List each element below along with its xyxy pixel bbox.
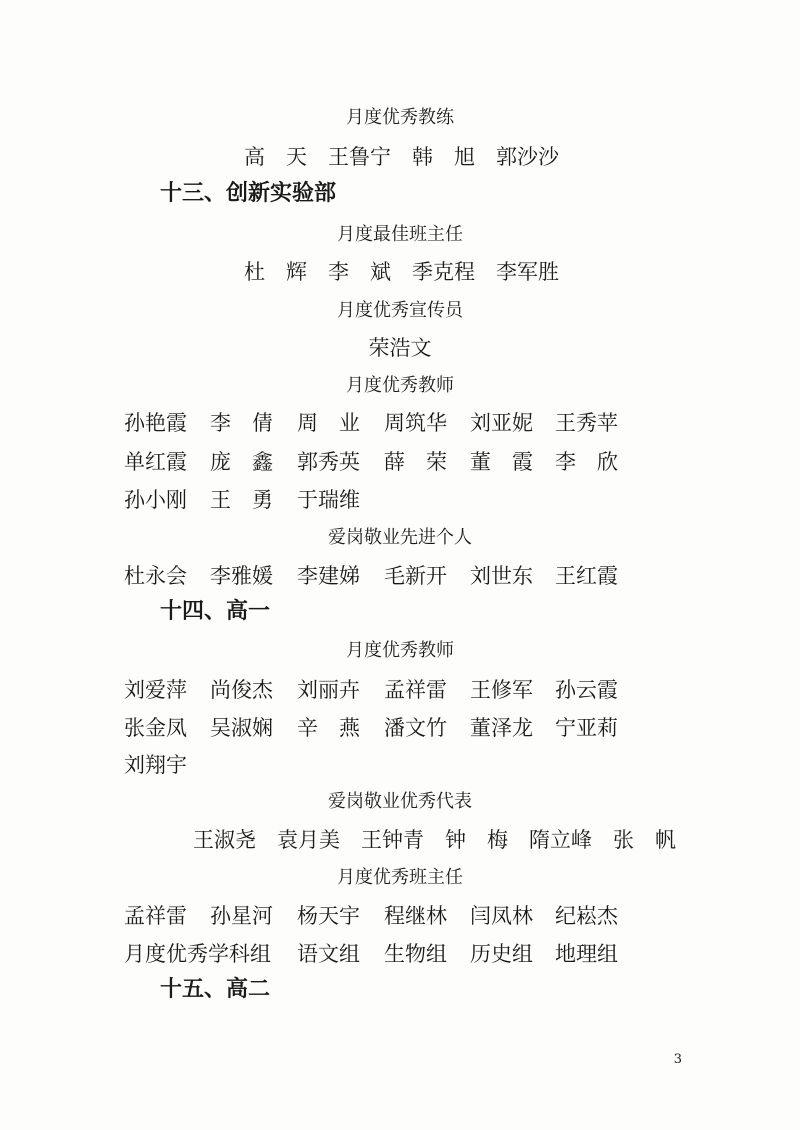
name-cell: 毛新开: [384, 564, 447, 588]
section-13-heading: 十三、创新实验部: [160, 181, 337, 206]
coach-award-title: 月度优秀教练: [346, 107, 454, 128]
name-cell: 孙艳霞: [124, 411, 187, 435]
name-cell: 王红霞: [555, 564, 618, 588]
sec14-head-teacher-title: 月度优秀班主任: [337, 867, 463, 888]
name-cell: 王 勇: [210, 488, 273, 512]
name-cell: 程继林: [384, 904, 447, 928]
name-cell: 李雅媛: [210, 564, 273, 588]
sec13-head-teacher-names: 杜 辉 李 斌 季克程 李军胜: [244, 260, 559, 284]
name-cell: 庞 鑫: [210, 450, 273, 474]
name-cell: 刘翔宇: [124, 753, 187, 777]
name-cell: 孙星河: [210, 904, 273, 928]
name-cell: 纪崧杰: [555, 904, 618, 928]
name-cell: 宁亚莉: [555, 716, 618, 740]
name-cell: 周筑华: [384, 411, 447, 435]
name-cell: 王修军: [470, 678, 533, 702]
name-cell: 孟祥雷: [124, 904, 187, 928]
name-cell: 辛 燕: [297, 716, 360, 740]
name-cell: 刘爱萍: [124, 678, 187, 702]
name-cell: 董泽龙: [470, 716, 533, 740]
sec14-rep-title: 爱岗敬业优秀代表: [328, 791, 472, 812]
name-cell: 张金凤: [124, 716, 187, 740]
section-14-heading: 十四、高一: [160, 599, 271, 624]
page-number: 3: [673, 1052, 682, 1067]
name-cell: 于瑞维: [297, 488, 360, 512]
sec13-publicist-name: 荣浩文: [368, 336, 432, 360]
name-cell: 薛 荣: [384, 450, 447, 474]
name-cell: 刘丽卉: [297, 678, 360, 702]
name-cell: 吴淑娴: [210, 716, 273, 740]
name-cell: 孙云霞: [555, 678, 618, 702]
sec14-teacher-title: 月度优秀教师: [346, 640, 454, 661]
section-15-heading: 十五、高二: [160, 977, 271, 1002]
sec13-teacher-title: 月度优秀教师: [346, 375, 454, 396]
subject-group-label: 月度优秀学科组: [124, 942, 271, 966]
name-cell: 潘文竹: [384, 716, 447, 740]
name-cell: 杨天宇: [297, 904, 360, 928]
coach-names: 高 天 王鲁宁 韩 旭 郭沙沙: [244, 145, 559, 169]
name-cell: 尚俊杰: [210, 678, 273, 702]
sec13-dedication-title: 爱岗敬业先进个人: [328, 527, 472, 548]
sec13-publicist-title: 月度优秀宣传员: [337, 300, 463, 321]
name-cell: 周 业: [297, 411, 360, 435]
subject-group: 地理组: [555, 942, 618, 966]
name-cell: 单红霞: [124, 450, 187, 474]
sec13-head-teacher-title: 月度最佳班主任: [337, 224, 463, 245]
name-cell: 刘世东: [470, 564, 533, 588]
name-cell: 郭秀英: [297, 450, 360, 474]
name-cell: 李 欣: [555, 450, 618, 474]
name-cell: 刘亚妮: [470, 411, 533, 435]
name-cell: 李 倩: [210, 411, 273, 435]
subject-group: 历史组: [470, 942, 533, 966]
sec14-rep-names: 王淑尧 袁月美 王钟青 钟 梅 隋立峰 张 帆: [193, 828, 676, 852]
name-cell: 杜永会: [124, 564, 187, 588]
name-cell: 董 霞: [470, 450, 533, 474]
name-cell: 孙小刚: [124, 488, 187, 512]
name-cell: 王秀苹: [555, 411, 618, 435]
subject-group: 语文组: [297, 942, 360, 966]
name-cell: 李建娣: [297, 564, 360, 588]
subject-group: 生物组: [384, 942, 447, 966]
name-cell: 孟祥雷: [384, 678, 447, 702]
name-cell: 闫凤林: [470, 904, 533, 928]
